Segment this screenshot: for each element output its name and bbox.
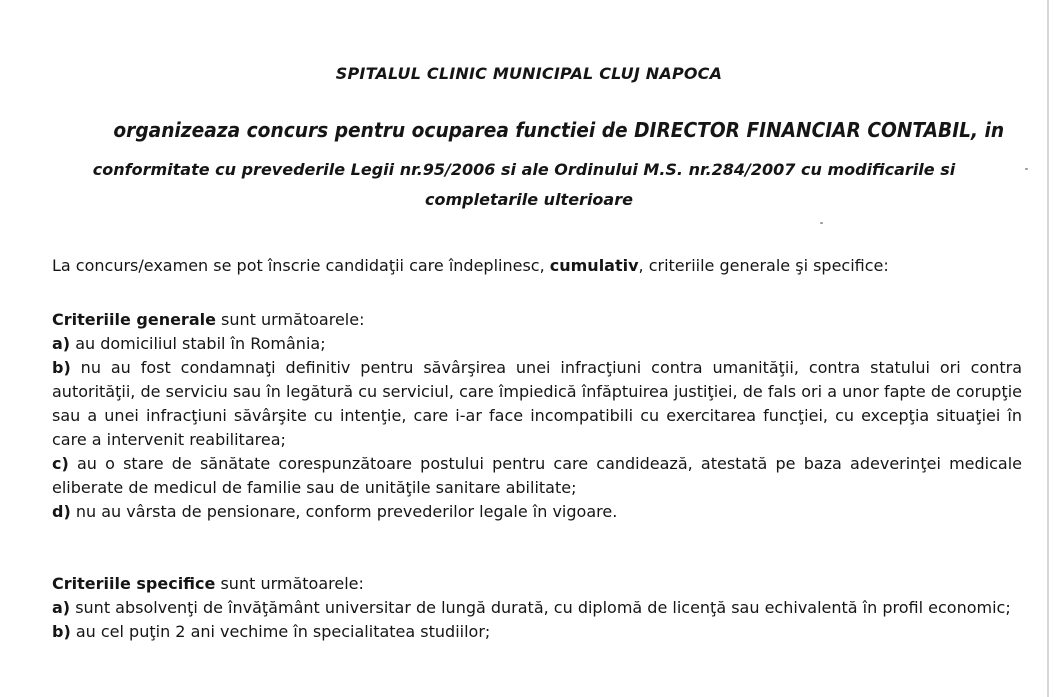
item-text: au cel puţin 2 ani vechime în specialitatea studiilor; [70,622,491,641]
intro-text-after: , criteriile generale şi specifice: [638,256,889,275]
intro-paragraph [52,254,1022,278]
item-marker: a) [52,334,71,353]
specific-criteria-title-bold: Criteriile specifice [52,574,216,593]
intro-text-before: La concurs/examen se pot înscrie candidaţii care îndeplinesc, [52,256,550,275]
item-text: sunt absolvenţi de învăţământ universitar de lungă durată, cu diplomă de licenţă sau echivalentă în profil economic; [70,598,1011,617]
specific-criteria-title [52,572,1022,596]
specific-criteria-section [52,572,1022,644]
scan-edge-line [1047,0,1049,697]
item-text: nu au fost condamnaţi definitiv pentru săvârşirea unei infracţiuni contra umanităţii, contra statului ori contra autorităţii, de serviciu sau în legătură cu serviciul, care împiedică înfăptuirea justiţiei, de fals ori a unor fapte de corupţie sau a unei infracţiuni săvârşite cu intenţie, care i-ar face incompatibili cu exercitarea funcţiei, cu excepţia situaţiei în care a intervenit reabilitarea; [52,358,1022,449]
general-criteria-item [52,452,1022,500]
general-criteria-title-rest: sunt următoarele: [215,310,365,329]
item-marker: c) [52,454,69,473]
item-marker: d) [52,502,71,521]
general-criteria-item [52,356,1022,452]
intro-text-bold: cumulativ [549,256,639,275]
item-text: au domiciliul stabil în România; [70,334,326,353]
hospital-name: SPITALUL CLINIC MUNICIPAL CLUJ NAPOCA [335,64,723,83]
announcement-title: organizeaza concurs pentru ocuparea functiei de DIRECTOR FINANCIAR CONTABIL, in [113,118,1005,142]
specific-criteria-item [52,620,1022,644]
specific-criteria-title-rest: sunt următoarele: [215,574,364,593]
legal-basis-line-end: completarile ulterioare [425,190,633,209]
general-criteria-title [52,308,1022,332]
item-text: au o stare de sănătate corespunzătoare postului pentru care candidează, atestată pe baza adeverinţei medicale eliberate de medicul de familie sau de unităţile sanitare abilitate; [52,454,1022,497]
scan-speck [820,222,823,224]
item-marker: b) [52,622,71,641]
item-marker: b) [52,358,71,377]
general-criteria-title-bold: Criteriile generale [52,310,216,329]
item-marker: a) [52,598,71,617]
specific-criteria-item [52,596,1022,620]
item-text: nu au vârsta de pensionare, conform prevederilor legale în vigoare. [70,502,618,521]
general-criteria-item [52,332,1022,356]
general-criteria-item [52,500,1022,524]
legal-basis-line: conformitate cu prevederile Legii nr.95/2006 si ale Ordinului M.S. nr.284/2007 cu modificarile si [92,160,956,179]
general-criteria-section [52,308,1022,524]
